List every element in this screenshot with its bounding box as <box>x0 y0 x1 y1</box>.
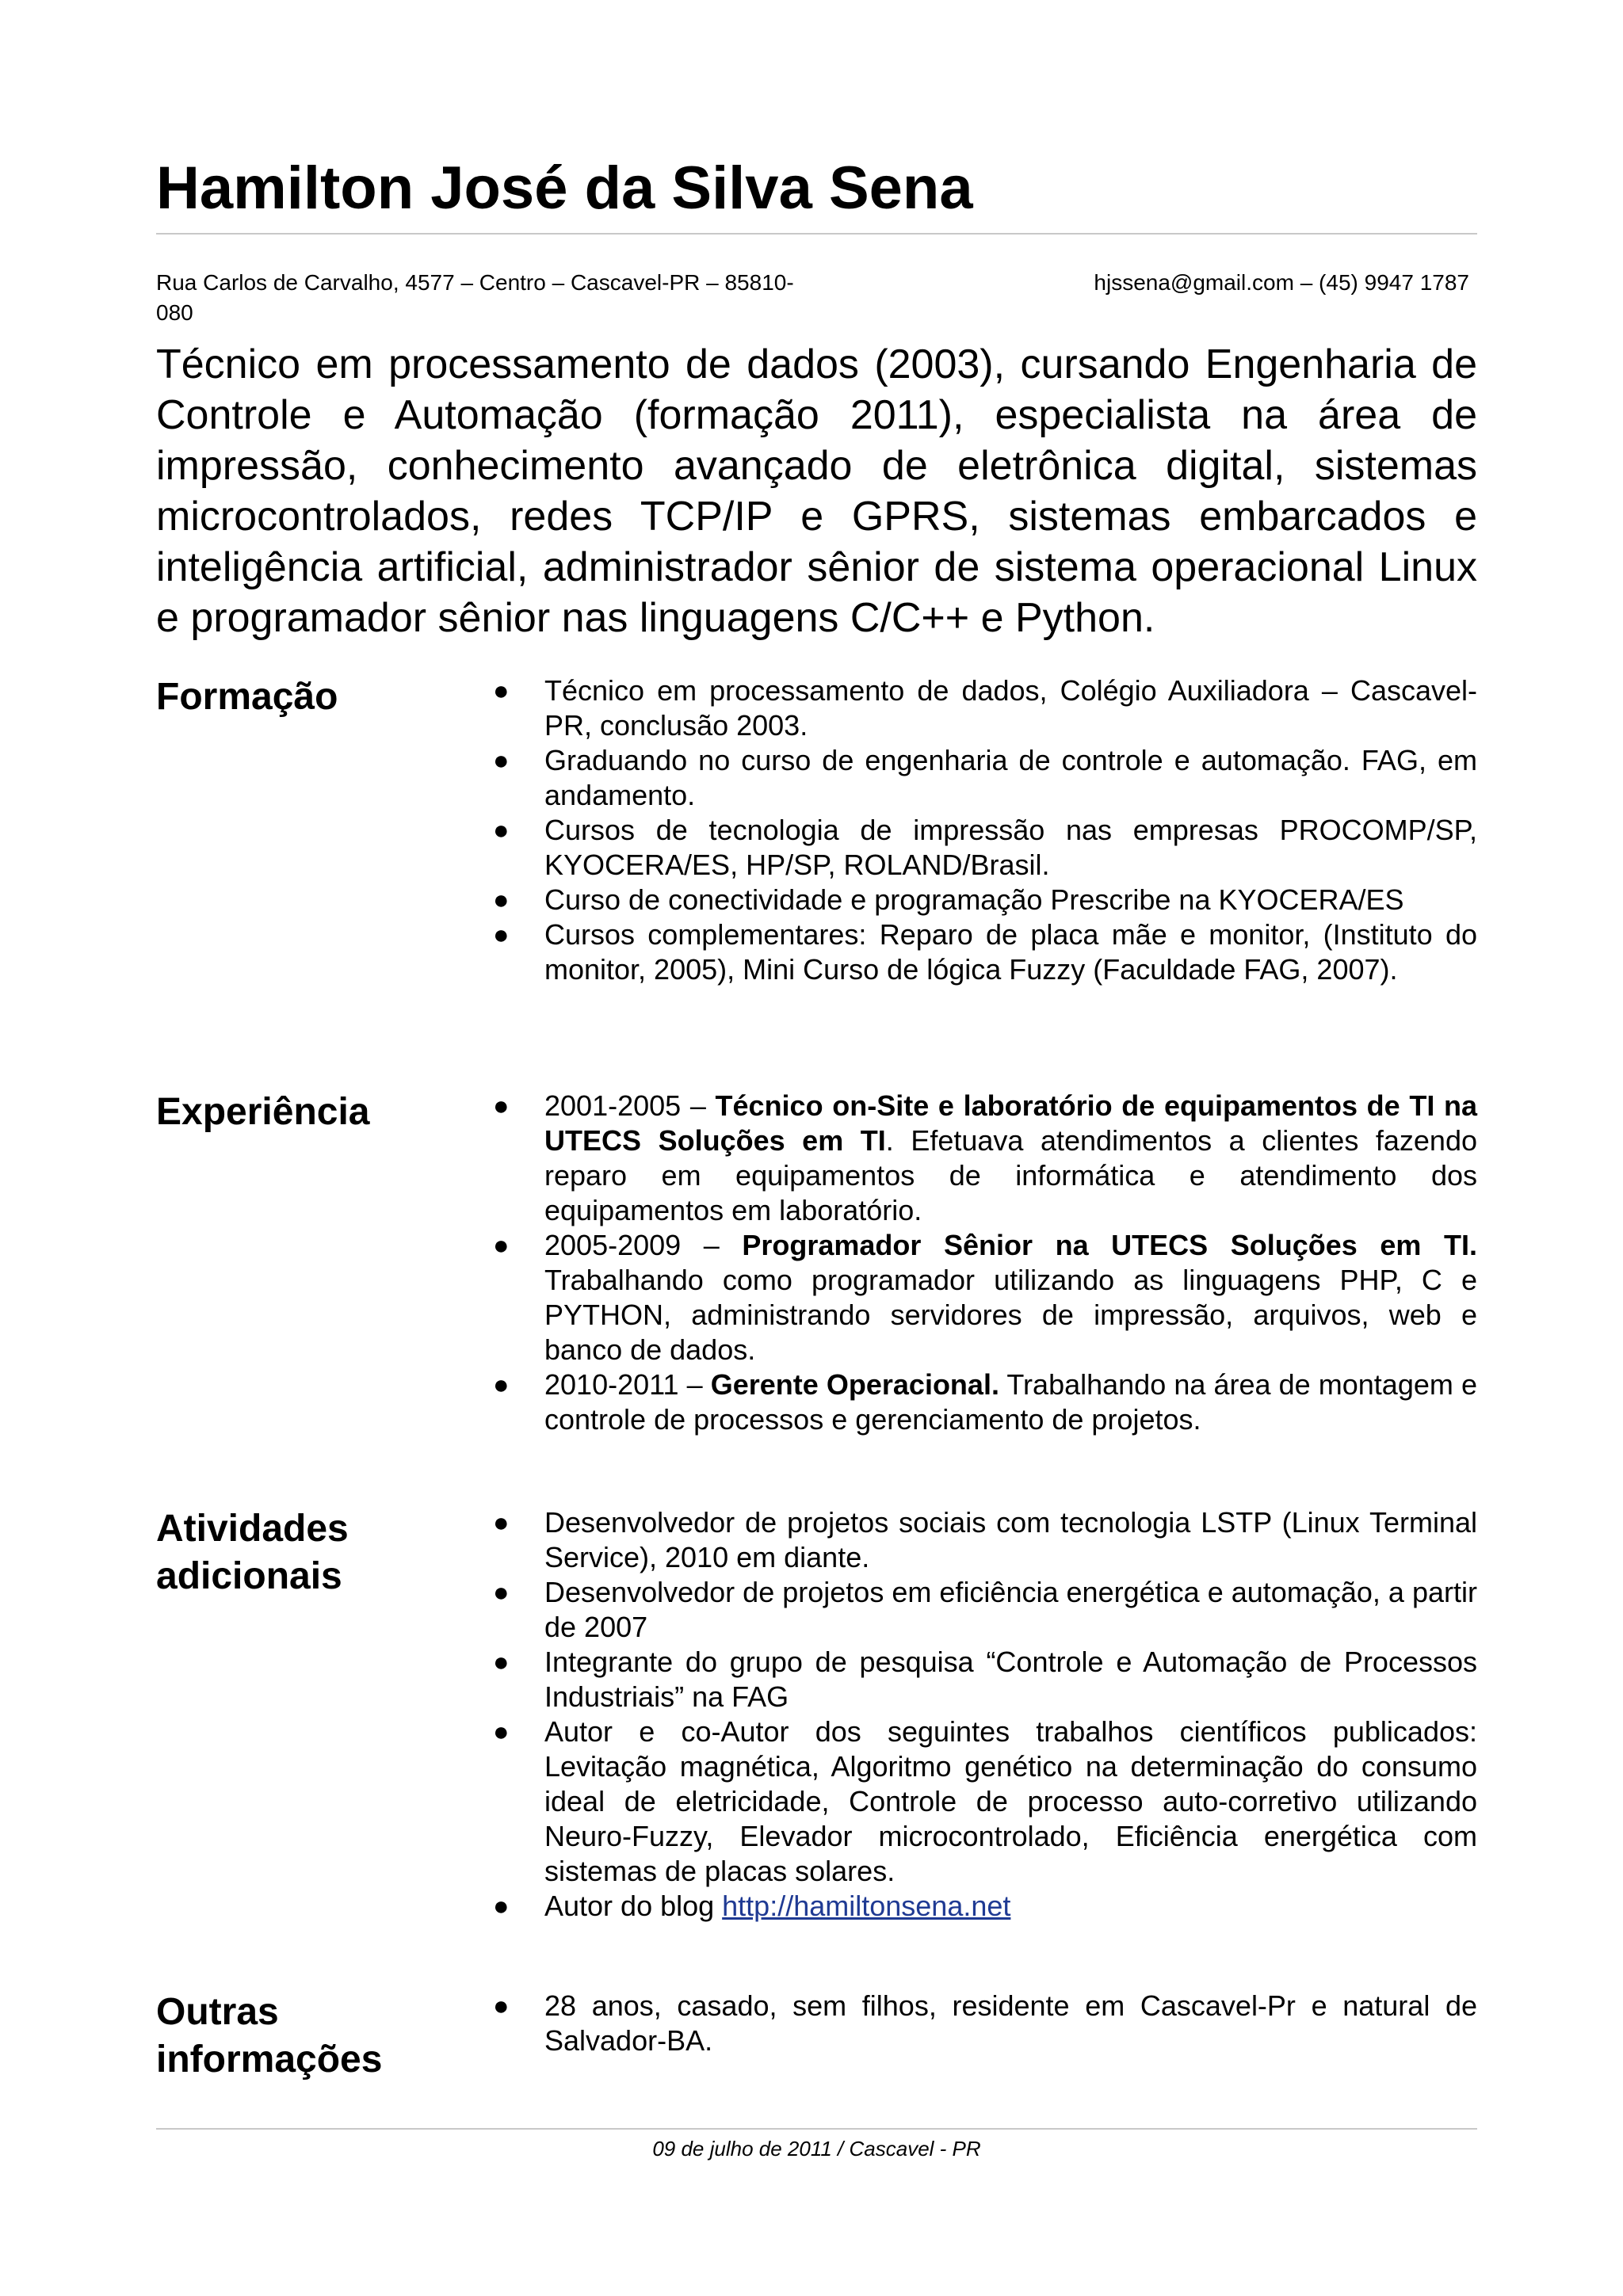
outras-item-text: 28 anos, casado, sem filhos, residente em Cascavel-Pr e natural de Salvador-BA. <box>544 1989 1477 2057</box>
atividades-item <box>493 1889 1477 1924</box>
experiencia-item <box>493 1367 1477 1437</box>
formacao-item-text: Cursos complementares: Reparo de placa mãe e monitor, (Instituto do monitor, 2005), Mini Curso de lógica Fuzzy (Faculdade FAG, 2007). <box>544 918 1477 986</box>
bullet-icon: ● <box>493 920 510 950</box>
atividades-item <box>493 1575 1477 1645</box>
experiencia-desc: . Efetuava atendimentos a clientes fazendo reparo em equipamentos de informática e atendimento dos equipamentos em laboratório. <box>544 1124 1477 1226</box>
experiencia-list <box>493 1089 1478 1437</box>
experiencia-period: 2005-2009 – <box>544 1229 743 1261</box>
section-title-experiencia: Experiência <box>156 1091 370 1133</box>
formacao-list <box>493 673 1477 987</box>
bullet-icon: ● <box>493 1508 510 1538</box>
bullet-icon: ● <box>493 1577 510 1608</box>
experiencia-role: Técnico on-Site e laboratório de equipamentos de TI na UTECS Soluções em TI <box>544 1089 1478 1157</box>
section-title-formacao: Formação <box>156 676 338 718</box>
blog-prefix: Autor do blog <box>544 1890 723 1922</box>
formacao-item <box>493 743 1477 813</box>
formacao-item-text: Cursos de tecnologia de impressão nas empresas PROCOMP/SP, KYOCERA/ES, HP/SP, ROLAND/Brasil. <box>544 814 1477 881</box>
experiencia-item <box>493 1228 1477 1367</box>
section-title-outras-line1: Outras <box>156 1991 279 2033</box>
experiencia-role: Gerente Operacional. <box>710 1368 999 1401</box>
bullet-icon: ● <box>493 746 510 776</box>
bullet-icon: ● <box>493 1230 510 1261</box>
atividades-item-text: Desenvolvedor de projetos em eficiência energética e automação, a partir de 2007 <box>544 1576 1477 1643</box>
bullet-icon: ● <box>493 815 510 845</box>
footer-date: 09 de julho de 2011 / Cascavel - PR <box>652 2137 981 2161</box>
bullet-icon: ● <box>493 885 510 915</box>
atividades-item-text: Desenvolvedor de projetos sociais com tecnologia LSTP (Linux Terminal Service), 2010 em diante. <box>544 1506 1477 1573</box>
bullet-icon: ● <box>493 1370 510 1400</box>
experiencia-period: 2010-2011 – <box>544 1368 711 1401</box>
bullet-icon: ● <box>493 1647 510 1677</box>
section-title-outras-line2: informações <box>156 2039 383 2081</box>
formacao-item <box>493 673 1477 743</box>
bullet-icon: ● <box>493 1991 510 2021</box>
resume-page <box>156 0 1477 2296</box>
address-text: Rua Carlos de Carvalho, 4577 – Centro – Cascavel-PR – 85810-080 <box>156 270 794 325</box>
formacao-item-text: Graduando no curso de engenharia de controle e automação. FAG, em andamento. <box>544 744 1477 811</box>
formacao-item-text: Técnico em processamento de dados, Colégio Auxiliadora – Cascavel-PR, conclusão 2003. <box>544 674 1477 742</box>
formacao-item <box>493 883 1477 917</box>
contact-text: hjssena@gmail.com – (45) 9947 1787 <box>1094 270 1469 295</box>
person-name: Hamilton José da Silva Sena <box>156 154 973 222</box>
experiencia-desc: Trabalhando na área de montagem e controle de processos e gerenciamento de projetos. <box>544 1368 1477 1436</box>
formacao-item <box>493 917 1477 987</box>
footer-divider <box>156 2128 1477 2130</box>
formacao-item <box>493 813 1477 883</box>
experiencia-item <box>493 1089 1478 1228</box>
bullet-icon: ● <box>493 1091 510 1121</box>
bullet-icon: ● <box>493 676 510 706</box>
outras-item <box>493 1989 1477 2058</box>
experiencia-period: 2001-2005 – <box>544 1089 716 1122</box>
atividades-item <box>493 1714 1477 1889</box>
section-title-atividades-line1: Atividades <box>156 1508 349 1550</box>
bullet-icon: ● <box>493 1891 510 1921</box>
experiencia-desc: Trabalhando como programador utilizando as linguagens PHP, C e PYTHON, administrando servidores de impressão, arquivos, web e banco de dados. <box>544 1264 1477 1366</box>
section-title-atividades-line2: adicionais <box>156 1555 342 1597</box>
outras-list <box>493 1989 1477 2058</box>
atividades-item-text: Integrante do grupo de pesquisa “Controle e Automação de Processos Industriais” na FAG <box>544 1646 1477 1713</box>
bullet-icon: ● <box>493 1717 510 1747</box>
atividades-item-text: Autor e co-Autor dos seguintes trabalhos científicos publicados: Levitação magnética, Algoritmo genético na determinação do consumo ideal de eletricidade, Controle de processo auto-corretivo utilizando Neuro-Fuzzy, Elevador microcontrolado, Eficiência energética com sistemas de placas solares. <box>544 1715 1477 1887</box>
formacao-item-text: Curso de conectividade e programação Prescribe na KYOCERA/ES <box>544 883 1404 916</box>
section-title-atividades <box>156 1505 489 1600</box>
profile-summary: Técnico em processamento de dados (2003), cursando Engenharia de Controle e Automação (formação 2011), especialista na área de impressão, conhecimento avançado de eletrônica digital, sistemas microcontrolados, redes TCP/IP e GPRS, sistemas embarcados e inteligência artificial, administrador sênior de sistema operacional Linux e programador sênior nas linguagens C/C++ e Python. <box>156 341 1477 641</box>
header-divider <box>156 233 1477 235</box>
atividades-item <box>493 1505 1477 1575</box>
atividades-list <box>493 1505 1477 1924</box>
section-title-outras <box>156 1989 489 2084</box>
experiencia-role: Programador Sênior na UTECS Soluções em TI. <box>742 1229 1477 1261</box>
atividades-item <box>493 1645 1477 1714</box>
blog-link[interactable]: http://hamiltonsena.net <box>722 1890 1011 1922</box>
